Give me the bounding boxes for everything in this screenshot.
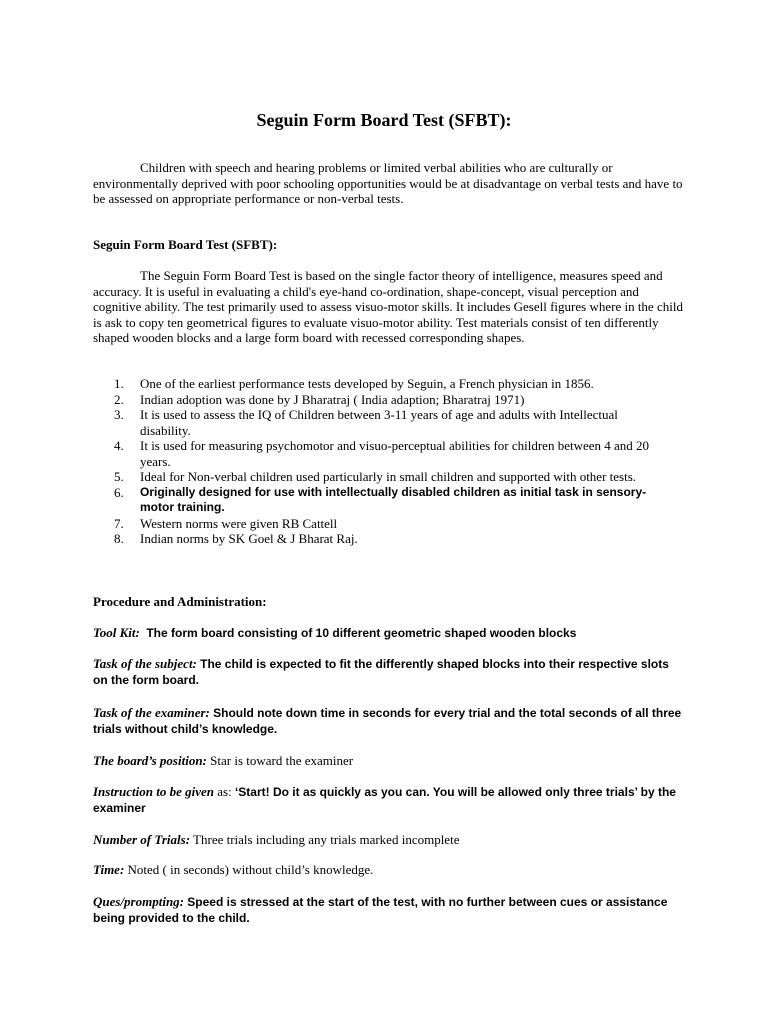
list-text: It is used to assess the IQ of Children between 3-11 years of age and adults with Intellectual disability. bbox=[140, 407, 618, 438]
field-value: Noted ( in seconds) without child’s knowledge. bbox=[127, 862, 374, 877]
field-label: Tool Kit: bbox=[93, 625, 140, 640]
list-number: 2. bbox=[114, 391, 124, 407]
field-label: Time: bbox=[93, 862, 125, 877]
field-value: ‘Start! Do it as quickly as you can. You will be allowed only three trials’ by the examiner bbox=[93, 785, 676, 815]
feature-list bbox=[93, 376, 663, 547]
field-label: Task of the examiner: bbox=[93, 705, 210, 720]
field-value: The child is expected to fit the differently shaped blocks into their respective slots on the form board. bbox=[93, 657, 669, 687]
prompting-field bbox=[93, 894, 683, 926]
field-label: Ques/prompting: bbox=[93, 894, 185, 909]
field-value: Three trials including any trials marked incomplete bbox=[193, 832, 460, 847]
list-item bbox=[93, 469, 663, 485]
intro-paragraph bbox=[93, 160, 683, 207]
instruction-field bbox=[93, 784, 683, 816]
description-paragraph bbox=[93, 268, 683, 346]
list-item bbox=[93, 438, 663, 469]
field-label: The board’s position: bbox=[93, 753, 207, 768]
list-number: 6. bbox=[114, 484, 124, 500]
field-label: Instruction to be given bbox=[93, 784, 214, 799]
section-heading: Seguin Form Board Test (SFBT): bbox=[93, 237, 278, 252]
task-examiner-field bbox=[93, 705, 683, 737]
list-item bbox=[93, 485, 663, 516]
list-number: 5. bbox=[114, 469, 124, 484]
list-text: Western norms were given RB Cattell bbox=[140, 515, 338, 531]
procedure-heading: Procedure and Administration: bbox=[93, 594, 267, 609]
list-text: One of the earliest performance tests developed by Seguin, a French physician in 1856. bbox=[140, 376, 594, 391]
list-number: 3. bbox=[114, 407, 124, 422]
list-text: Indian norms by SK Goel & J Bharat Raj. bbox=[140, 531, 358, 546]
description-text: The Seguin Form Board Test is based on the single factor theory of intelligence, measures speed and accuracy. It is useful in evaluating a child's eye-hand co-ordination, shape-concept, visual perception and cognitive ability. The test primarily used to assess visuo-motor skills. It includes Gesell figures where in the child is ask to copy ten geometrical figures to evaluate visuo-motor ability. Test materials consist of ten differently shaped wooden blocks and a large form board with recessed corresponding shapes. bbox=[93, 268, 683, 345]
field-value: Should note down time in seconds for every trial and the total seconds of all three trials without child’s knowledge. bbox=[93, 706, 682, 736]
list-item bbox=[93, 407, 663, 438]
list-item bbox=[93, 516, 663, 532]
intro-text: Children with speech and hearing problems or limited verbal abilities who are culturally or environmentally deprived with poor schooling opportunities would be at disadvantage on verbal tests and have to be assessed on appropriate performance or non-verbal tests. bbox=[93, 160, 683, 206]
field-value: The form board consisting of 10 different geometric shaped wooden blocks bbox=[146, 626, 577, 640]
list-item bbox=[93, 392, 663, 408]
field-value: Speed is stressed at the start of the test, with no further between cues or assistance being provided to the child. bbox=[93, 895, 668, 925]
list-text: Originally designed for use with intellectually disabled children as initial task in sensory-motor training. bbox=[140, 484, 647, 514]
number-of-trials-field bbox=[93, 832, 683, 848]
list-item bbox=[93, 376, 663, 392]
field-value-prefix: as: bbox=[217, 784, 232, 799]
list-number: 4. bbox=[114, 438, 124, 453]
field-value: Star is toward the examiner bbox=[210, 753, 354, 768]
list-text: It is used for measuring psychomotor and visuo-perceptual abilities for children between 4 and 20 years. bbox=[140, 438, 650, 469]
field-label: Task of the subject: bbox=[93, 656, 197, 671]
list-text: Ideal for Non-verbal children used particularly in small children and supported with other tests. bbox=[140, 469, 637, 484]
list-number: 8. bbox=[114, 531, 124, 546]
time-field bbox=[93, 862, 683, 878]
list-text: Indian adoption was done by J Bharatraj ( India adaption; Bharatraj 1971) bbox=[140, 391, 525, 407]
document-title: Seguin Form Board Test (SFBT): bbox=[256, 110, 512, 130]
field-label: Number of Trials: bbox=[93, 832, 191, 847]
list-number: 7. bbox=[114, 515, 124, 531]
list-item bbox=[93, 531, 663, 547]
tool-kit-field bbox=[93, 625, 683, 641]
board-position-field bbox=[93, 753, 683, 769]
task-subject-field bbox=[93, 656, 683, 688]
list-number: 1. bbox=[114, 376, 124, 391]
